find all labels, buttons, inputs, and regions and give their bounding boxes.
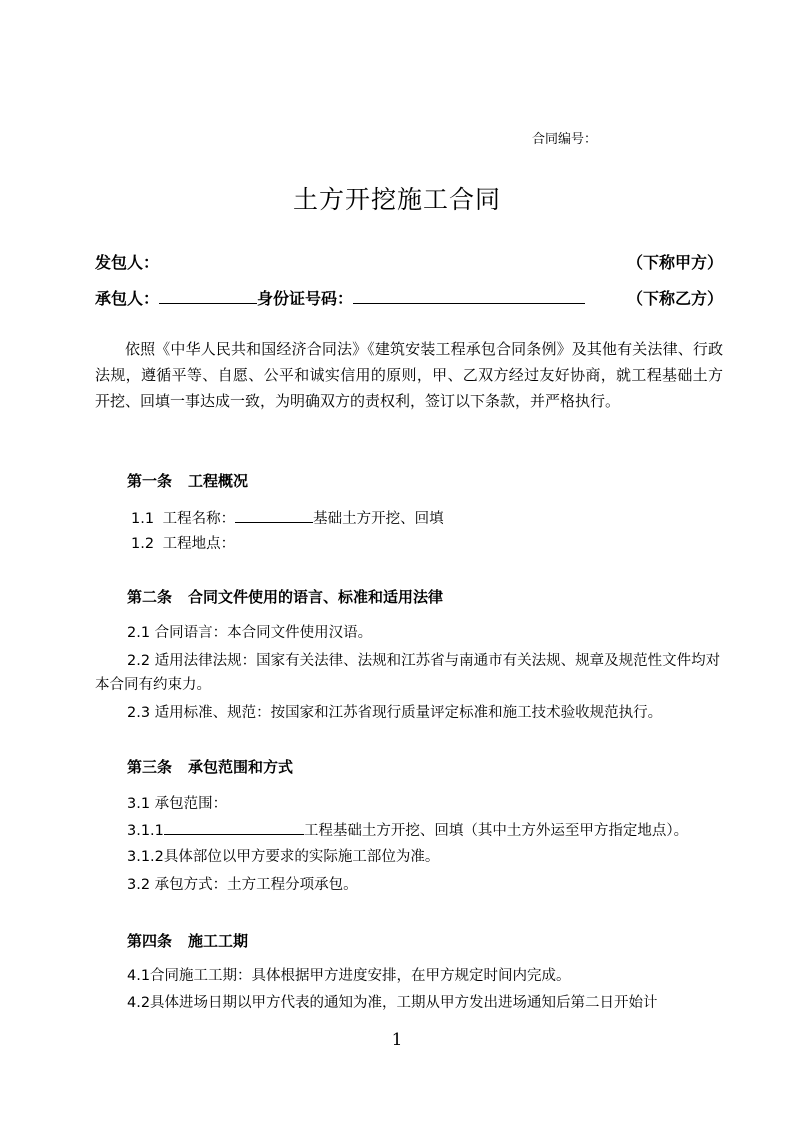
section-3-heading [127, 756, 293, 777]
clause-3-1-1 [127, 818, 727, 843]
clause-4-1: 4.1合同施工工期：具体根据甲方进度安排，在甲方规定时间内完成。 [127, 968, 571, 984]
page-title: 土方开挖施工合同 [292, 185, 501, 214]
section-title: 承包范围和方式 [188, 758, 294, 776]
clause-1-2 [131, 532, 731, 556]
section-title: 施工工期 [188, 932, 249, 950]
clause-2-3: 2.3 适用标准、规范：按国家和江苏省现行质量评定标准和施工技术验收规范执行。 [127, 705, 663, 721]
clause-1-1 [131, 506, 731, 531]
clause-text: 3.1.1 [127, 823, 164, 839]
clause-3-1-2: 3.1.2具体部位以甲方要求的实际施工部位为准。 [127, 849, 440, 865]
contractor-suffix: （下称乙方） [626, 289, 723, 308]
clause-number: 1.1 [131, 511, 155, 527]
section-4-heading [127, 930, 248, 951]
section-number: 第二条 [127, 588, 173, 606]
page-number: 1 [391, 1030, 403, 1050]
section-2-heading [127, 586, 443, 607]
section-1-heading [127, 470, 248, 491]
contractor-name-blank [159, 287, 257, 304]
clause-2-2: 2.2 适用法律法规：国家有关法律、法规和江苏省与南通市有关法规、规章及规范性文件均对本合同有约束力。 [95, 653, 721, 693]
employer-label: 发包人： [95, 253, 160, 272]
employer-line [95, 250, 723, 274]
clause-text: 基础土方开挖、回填 [313, 511, 444, 527]
clause-3-2: 3.2 承包方式：土方工程分项承包。 [127, 877, 358, 893]
section-number: 第四条 [127, 932, 173, 950]
clause-number: 1.2 [131, 536, 155, 552]
contractor-line [95, 286, 723, 310]
scope-blank [164, 818, 304, 835]
employer-suffix: （下称甲方） [626, 253, 723, 272]
intro-paragraph: 依照《中华人民共和国经济合同法》《建筑安装工程承包合同条例》及其他有关法律、行政法规，遵循平等、自愿、公平和诚实信用的原则，甲、乙双方经过友好协商，就工程基础土方开挖、回填一事达成一致，为明确双方的责权利，签订以下条款，并严格执行。 [95, 340, 723, 410]
clause-text: 工程基础土方开挖、回填（其中土方外运至甲方指定地点）。 [303, 823, 689, 839]
section-title: 合同文件使用的语言、标准和适用法律 [188, 588, 444, 606]
id-number-blank [353, 287, 585, 304]
clause-4-2: 4.2具体进场日期以甲方代表的通知为准，工期从甲方发出进场通知后第二日开始计 [127, 995, 658, 1011]
contractor-label: 承包人： [95, 289, 160, 308]
contract-number-label: 合同编号： [532, 132, 598, 147]
clause-text: 工程地点： [162, 536, 236, 552]
id-number-label: 身份证号码： [257, 289, 354, 308]
clause-2-1: 2.1 合同语言：本合同文件使用汉语。 [127, 625, 373, 641]
section-number: 第三条 [127, 758, 173, 776]
clause-text: 工程名称： [162, 511, 236, 527]
section-number: 第一条 [127, 472, 173, 490]
contractor-fields [95, 286, 585, 309]
clause-3-1: 3.1 承包范围： [127, 796, 228, 812]
section-title: 工程概况 [188, 472, 249, 490]
project-name-blank [235, 506, 313, 523]
